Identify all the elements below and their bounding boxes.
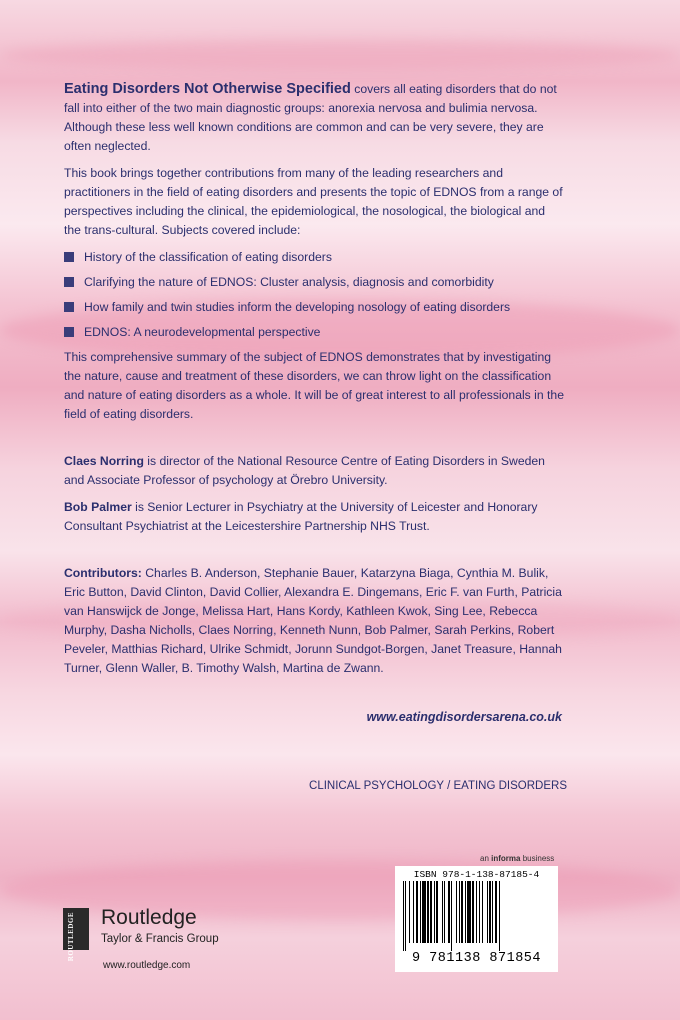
- intro-paragraph: [64, 80, 564, 156]
- book-title-lead: Eating Disorders Not Otherwise Specified: [64, 81, 351, 97]
- contributors-paragraph: [64, 564, 564, 678]
- informa-tagline: an informa business: [480, 854, 555, 863]
- barcode-bar: [500, 881, 503, 951]
- list-item-text: How family and twin studies inform the developing nosology of eating disorders: [84, 300, 511, 314]
- routledge-logo-icon: ROUTLEDGE: [63, 908, 89, 950]
- isbn-barcode: [395, 866, 558, 972]
- back-cover-text: [64, 80, 564, 686]
- bullet-square-icon: [64, 302, 74, 312]
- subject-category: CLINICAL PSYCHOLOGY / EATING DISORDERS: [309, 780, 567, 792]
- list-item: [64, 273, 564, 292]
- editor-name: Claes Norring: [64, 454, 144, 468]
- barcode-digits: 9 781138 871854: [411, 951, 542, 966]
- list-item: [64, 323, 564, 342]
- bullet-square-icon: [64, 252, 74, 262]
- list-item-text: EDNOS: A neurodevelopmental perspective: [84, 325, 321, 339]
- list-item-text: Clarifying the nature of EDNOS: Cluster analysis, diagnosis and comorbidity: [84, 275, 494, 289]
- subjects-list: [64, 248, 564, 342]
- website-link[interactable]: www.eatingdisordersarena.co.uk: [366, 710, 562, 724]
- contributors-names: Charles B. Anderson, Stephanie Bauer, Katarzyna Biaga, Cynthia M. Bulik, Eric Button, David Clinton, David Collier, Alexandra E. Dingemans, Eric F. van Furth, Patricia van Hanswijck de Jonge, Melissa Hart, Hans Kordy, Kathleen Kwok, Sing Lee, Rebecca Murphy, Dasha Nicholls, Claes Norring, Kenneth Nunn, Bob Palmer, Sarah Perkins, Robert Peveler, Matthias Richard, Ulrike Schmidt, Jorunn Sundgot-Borgen, Janet Treasure, Hannah Turner, Glenn Waller, B. Timothy Walsh, Martina de Zwann.: [64, 566, 562, 675]
- editor-bio-text: is director of the National Resource Centre of Eating Disorders in Sweden and Associate Professor of psychology at Örebro University.: [64, 454, 545, 487]
- list-item-text: History of the classification of eating disorders: [84, 250, 332, 264]
- editor-bio: [64, 452, 564, 490]
- publisher-group: Taylor & Francis Group: [101, 933, 219, 945]
- contributors-label: Contributors:: [64, 566, 142, 580]
- isbn-text: ISBN 978-1-138-87185-4: [413, 869, 540, 880]
- background-streak: [0, 40, 680, 70]
- bullet-square-icon: [64, 277, 74, 287]
- intro-text: covers all eating disorders that do not fall into either of the two main diagnostic groups: anorexia nervosa and bulimia nervosa. Although these less well known conditions are common and can be very severe, they are often neglected.: [64, 82, 557, 153]
- editor-name: Bob Palmer: [64, 500, 132, 514]
- editor-bio: [64, 498, 564, 536]
- summary-paragraph: This comprehensive summary of the subject of EDNOS demonstrates that by investigating the nature, cause and treatment of these disorders, we can throw light on the classification and nature of eating disorders as a whole. It will be of great interest to all professionals in the field of eating disorders.: [64, 350, 564, 421]
- publisher-name: Routledge: [101, 906, 197, 929]
- informa-brand: informa: [491, 854, 521, 863]
- publisher-url[interactable]: www.routledge.com: [103, 960, 191, 971]
- barcode-bars: [403, 881, 550, 951]
- bullet-square-icon: [64, 327, 74, 337]
- editor-bio-text: is Senior Lecturer in Psychiatry at the University of Leicester and Honorary Consultant Psychiatrist at the Leicestershire Partnership NHS Trust.: [64, 500, 538, 533]
- list-item: [64, 298, 564, 317]
- description-paragraph: This book brings together contributions from many of the leading researchers and practitioners in the field of eating disorders and presents the topic of EDNOS from a range of perspectives including the clinical, the epidemiological, the nosological, the biological and the trans-cultural. Subjects covered include:: [64, 166, 563, 237]
- list-item: [64, 248, 564, 267]
